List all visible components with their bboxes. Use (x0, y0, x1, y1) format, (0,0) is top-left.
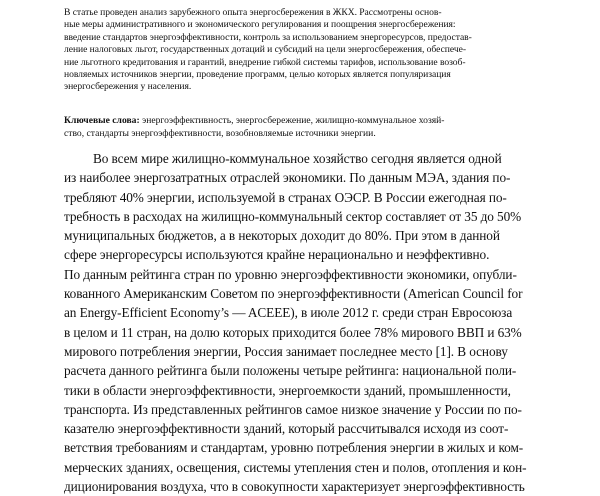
body-line: мерческих зданиях, освещения, системы утепления стен и полов, отопления и кон- (64, 459, 527, 475)
keywords-line (64, 114, 550, 127)
abstract-line: ние льготного кредитования и гарантий, внедрение гибкой системы тарифов, использование возоб- (64, 56, 466, 68)
body-line: По данным рейтинга стран по уровню энергоэффективности экономики, опубли- (64, 266, 517, 282)
body-line: мирового потребления энергии, Россия занимает последнее место [1]. В основу (64, 343, 508, 359)
body-paragraph (64, 149, 550, 496)
body-line: Во всем мире жилищно-коммунальное хозяйство сегодня является одной (93, 151, 502, 166)
body-line: из наиболее энергозатратных отраслей экономики. По данным МЭА, здания по- (64, 170, 511, 186)
abstract-line: ление налоговых льгот, государственных дотаций и субсидий на цели энергосбережения, обеспече- (64, 44, 466, 56)
body-line: сфере энергоресурсы используются крайне нерационально и неэффективно. (64, 247, 490, 263)
body-line: требляют 40% энергии, используемой в странах ОЭСР. В России ежегодная по- (64, 189, 507, 205)
abstract-line: введение стандартов энергоэффективности, контроль за использованием энергоресурсов, предостав- (64, 31, 472, 43)
body-line: расчета данного рейтинга были положены четыре рейтинга: национальной поли- (64, 363, 517, 379)
body-line: кованного Американским Советом по энергоэффективности (American Council for (64, 286, 523, 302)
body-line: требность в расходах на жилищно-коммунальный сектор составляет от 35 до 50% (64, 208, 522, 224)
abstract (64, 7, 550, 94)
body-line: диционирования воздуха, что в совокупности характеризует энергоэффективность (64, 479, 525, 495)
keywords-text: энергоэффективность, энергосбережение, жилищно-коммунальное хозяй- (139, 115, 445, 126)
body-line: в целом и 11 стран, на долю которых приходится более 78% мирового ВВП и 63% (64, 324, 522, 340)
keywords (64, 114, 550, 140)
body-line: an Energy-Efficient Economy’s — ACEEE), в июле 2012 г. среди стран Евросоюза (64, 305, 513, 321)
keywords-label: Ключевые слова: (64, 115, 140, 126)
abstract-line: энергосбережения у населения. (64, 81, 192, 93)
abstract-line: В статье проведен анализ зарубежного опыта энергосбережения в ЖКХ. Рассмотрены основ- (64, 7, 442, 18)
abstract-line: новляемых источников энергии, проведение программ, целью которых является популяризация (64, 69, 451, 81)
body-line: тики в области энергоэффективности, энергоемкости зданий, промышленности, (64, 382, 511, 398)
body-line: ветствия требованиям и стандартам, уровню потребления энергии в жилых и ком- (64, 440, 524, 456)
body-line: транспорта. Из представленных рейтингов самое низкое значение у России по по- (64, 401, 522, 417)
abstract-line: ные меры административного и экономического регулирования и поощрения энергосбережения: (64, 19, 456, 31)
body-line: муниципальных бюджетов, а в некоторых доходит до 80%. При этом в данной (64, 228, 500, 244)
keywords-line: ство, стандарты энергоэффективности, возобновляемые источники энергии. (64, 128, 376, 139)
body-line: казателю энергоэффективности зданий, который рассчитывался исходя из соот- (64, 421, 509, 437)
